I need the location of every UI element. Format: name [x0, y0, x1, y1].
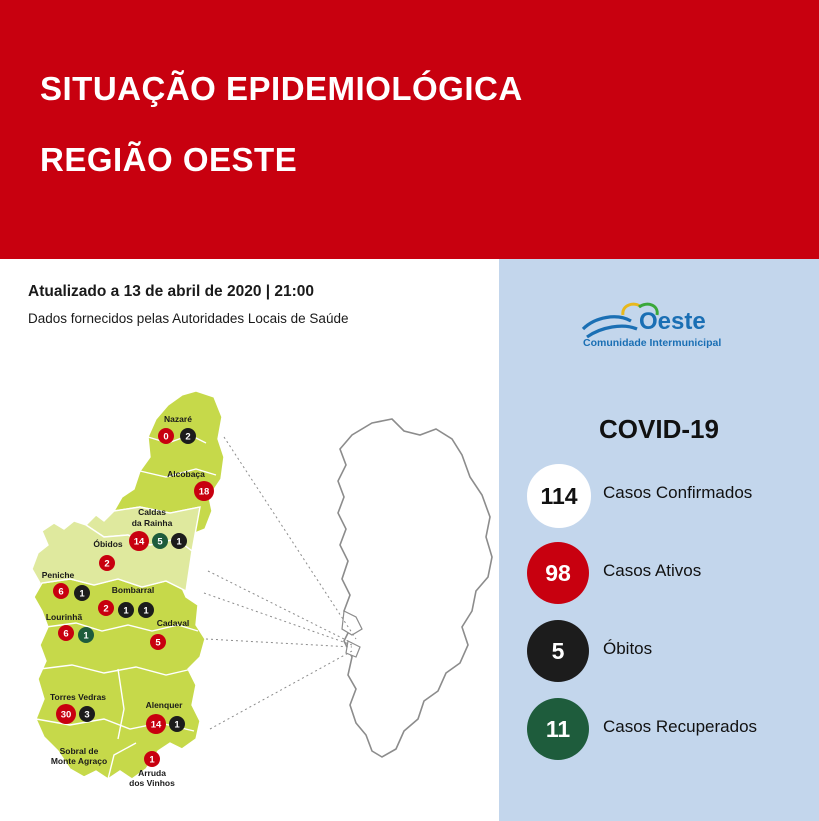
stat-label: Casos Ativos	[603, 561, 702, 580]
map-case-badge-value: 14	[133, 536, 145, 548]
map-case-badge-value: 5	[155, 637, 161, 649]
map-municipality-label: Monte Agraço	[50, 756, 108, 766]
stat-value-badge: 114	[527, 464, 591, 528]
stat-casos-confirmados	[527, 464, 817, 526]
stat-casos-recuperados	[527, 698, 817, 760]
map-case-badge-value: 1	[174, 719, 180, 731]
map-case-badge-value: 0	[163, 431, 169, 443]
page-title: SITUAÇÃO EPIDEMIOLÓGICA	[40, 70, 523, 107]
map-case-badge-value: 1	[79, 588, 85, 600]
map-case-badge-value: 3	[84, 709, 90, 721]
stat-casos-ativos	[527, 542, 817, 604]
map-municipality-label: Caldas	[138, 507, 166, 517]
map-case-badge-value: 18	[198, 486, 210, 498]
stat-value-badge: 5	[527, 620, 589, 682]
header-banner	[0, 0, 819, 259]
portugal-outline-shape	[338, 419, 492, 757]
map-case-badge-value: 5	[157, 536, 163, 548]
logo-name: Oeste	[639, 308, 706, 335]
stat-value-badge: 11	[527, 698, 589, 760]
map-case-badge-value: 1	[149, 754, 155, 766]
map-municipality-label: Nazaré	[164, 414, 192, 424]
map-case-badge-value: 2	[185, 431, 191, 443]
map-case-badge-value: 6	[58, 586, 64, 598]
map-municipality-label: Alenquer	[145, 700, 183, 710]
map-municipality-label: Arruda	[138, 768, 166, 778]
logo-tagline: Comunidade Intermunicipal	[583, 337, 722, 349]
map-case-badge-value: 14	[150, 719, 162, 731]
page-subtitle: REGIÃO OESTE	[40, 141, 298, 178]
oeste-logo	[577, 299, 742, 354]
stat-label: Casos Confirmados	[603, 483, 753, 502]
map-municipality-label: Óbidos	[93, 539, 123, 549]
map-case-badge-value: 2	[103, 603, 109, 615]
map-municipality-label: Peniche	[41, 570, 75, 580]
updated-timestamp: Atualizado a 13 de abril de 2020 | 21:00	[28, 283, 315, 300]
left-panel	[0, 259, 499, 821]
stat-label: Óbitos	[603, 639, 653, 658]
covid-heading: COVID-19	[599, 414, 719, 444]
right-panel	[499, 259, 819, 821]
map-municipality-label: dos Vinhos	[129, 778, 175, 788]
map-municipality-label: Torres Vedras	[49, 692, 107, 702]
map-case-badge-value: 1	[143, 605, 149, 617]
map-case-badge-value: 6	[63, 628, 69, 640]
stat-value-badge: 98	[527, 542, 589, 604]
map-municipality-label: Alcobaça	[167, 469, 205, 479]
map-case-badge-value: 30	[60, 709, 72, 721]
map-case-badge-value: 1	[83, 630, 89, 642]
map-illustration	[0, 339, 499, 821]
map-municipality-label: da Rainha	[131, 518, 173, 528]
map-municipality-label: Lourinhã	[45, 612, 83, 622]
map-municipality-label: Cadaval	[156, 618, 190, 628]
data-source-note: Dados fornecidos pelas Autoridades Locais de Saúde	[28, 311, 349, 326]
stat-label: Casos Recuperados	[603, 717, 758, 736]
map-case-badge-value: 2	[104, 558, 110, 570]
map-municipality-label: Bombarral	[111, 585, 155, 595]
map-case-badge-value: 1	[176, 536, 182, 548]
map-municipality-label: Sobral de	[59, 746, 99, 756]
map-connector-lines	[204, 437, 356, 729]
stat-obitos	[527, 620, 817, 682]
map-case-badge-value: 1	[123, 605, 129, 617]
